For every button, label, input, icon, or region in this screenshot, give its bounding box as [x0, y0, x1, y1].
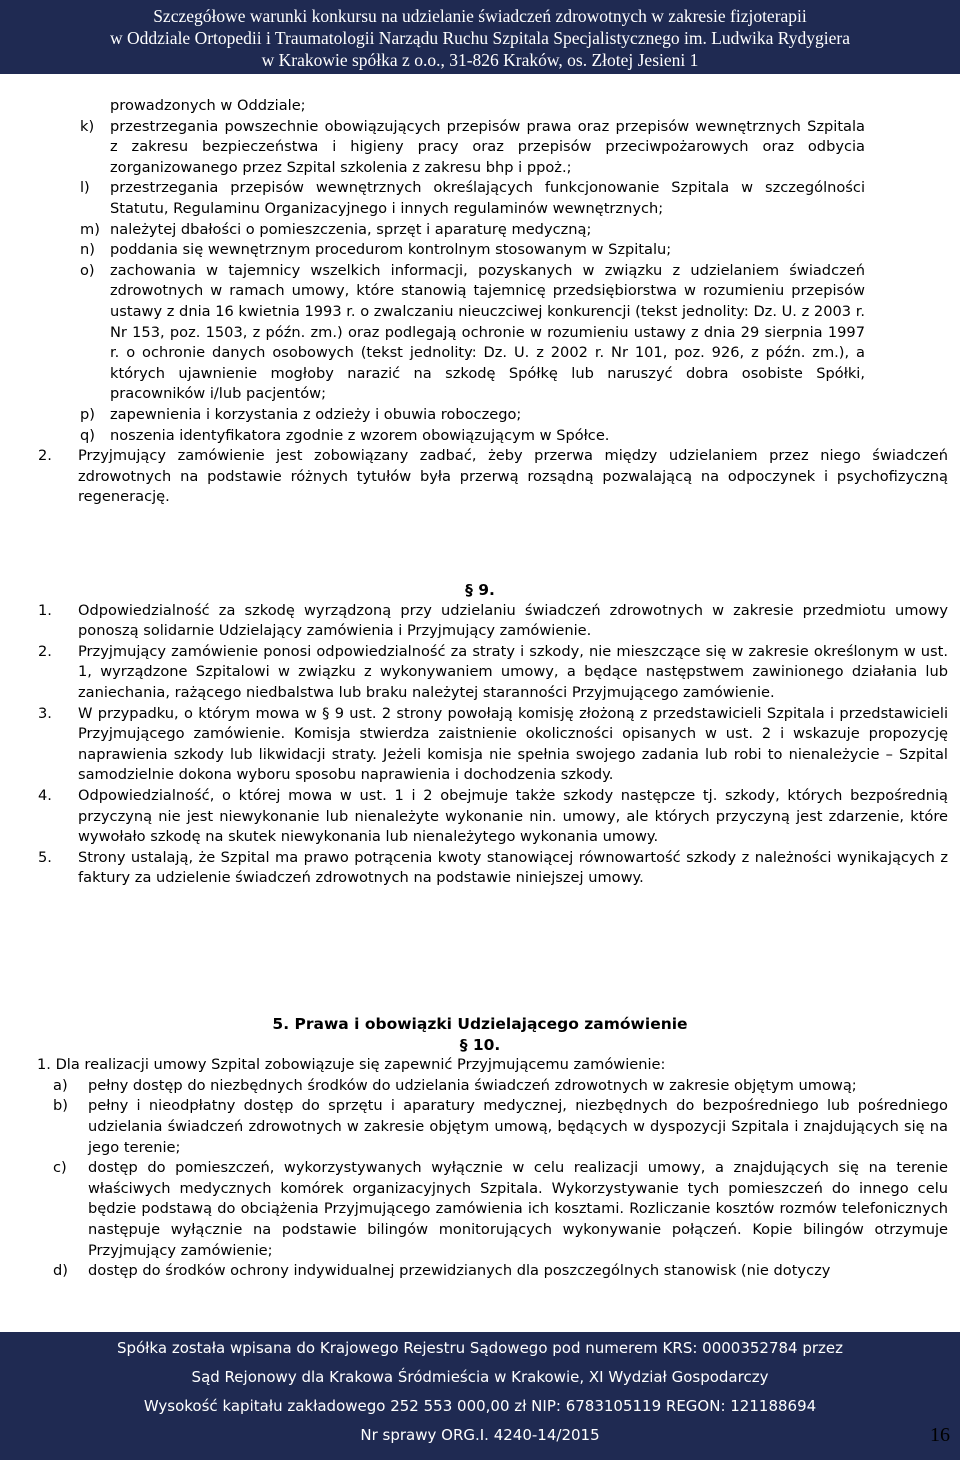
list-text: należytej dbałości o pomieszczenia, sprzęt i aparaturę medyczną; — [110, 220, 592, 238]
list-label: 2. — [38, 642, 52, 660]
list-text: przestrzegania powszechnie obowiązujących przepisów prawa oraz przepisów wewnętrznych Szpitala z zakresu bezpieczeństwa i higieny pracy oraz przepisów przeciwpożarowych oraz odbycia zorganizowanego przez Szpital szkolenia z zakresu bhp i ppoż.; — [110, 117, 865, 176]
list-text: zapewnienia i korzystania z odzieży i obuwia roboczego; — [110, 405, 522, 423]
list-label: d) — [53, 1262, 68, 1280]
header-line-3: w Krakowie spółka z o.o., 31-826 Kraków, os. Złotej Jesieni 1 — [261, 50, 699, 70]
list-label: c) — [53, 1159, 67, 1177]
list-text: dostęp do pomieszczeń, wykorzystywanych wyłącznie w celu realizacji umowy, a znajdujących się na terenie właściwych medycznych komórek organizacyjnych Szpitala. Wykorzystywanie tych pomieszczeń do innego celu będzie podstawą do obciążenia Przyjmującego zamówienia ich kosztami. Rozliczanie kosztów rozmów telefonicznych następuje wyłącznie na podstawie bilingów monitorujących wykonywanie połączeń. Kopie bilingów otrzymuje Przyjmujący zamówienie; — [88, 1159, 948, 1259]
list-label: q) — [80, 426, 95, 444]
footer-line-2: Sąd Rejonowy dla Krakowa Śródmieścia w Krakowie, XI Wydział Gospodarczy — [191, 1368, 769, 1386]
section-9-item-1 — [38, 601, 948, 642]
continued-intro: prowadzonych w Oddziale; — [110, 97, 306, 114]
list-label: 2. — [38, 447, 52, 465]
header-line-1: Szczegółowe warunki konkursu na udzielanie świadczeń zdrowotnych w zakresie fizjoterapii — [153, 6, 807, 26]
list-label: 3. — [38, 704, 52, 722]
section-9-item-5 — [38, 848, 948, 889]
list-text: Przyjmujący zamówienie ponosi odpowiedzialność za straty i szkody, nie mieszczące się w zakresie określonym w ust. 1, wyrządzone Szpitalowi w związku z wykonywaniem umowy, a będące następstwem zawinionego działania lub zaniechania, rażącego niedbalstwa lub braku należytej staranności Przyjmującego zamówienie. — [78, 642, 948, 701]
list-text: przestrzegania przepisów wewnętrznych określających funkcjonowanie Szpitala w szczególności Statutu, Regulaminu Organizacyjnego i innych regulaminów wewnętrznych; — [110, 179, 865, 217]
section-5-item-a — [53, 1076, 948, 1097]
list-label: a) — [53, 1076, 68, 1094]
list-label: l) — [80, 179, 90, 197]
list-item-o — [80, 261, 865, 405]
list-item-p — [80, 405, 865, 426]
section-5 — [0, 1014, 960, 1282]
section-9-item-3 — [38, 704, 948, 786]
list-text: Odpowiedzialność za szkodę wyrządzoną przy udzielaniu świadczeń zdrowotnych w zakresie przedmiotu umowy ponoszą solidarnie Udzielający zamówienia i Przyjmujący zamówienie. — [78, 601, 948, 640]
footer-line-3: Wysokość kapitału zakładowego 252 553 000,00 zł NIP: 6783105119 REGON: 121188694 — [143, 1397, 817, 1415]
list-text: pełny dostęp do niezbędnych środków do udzielania świadczeń zdrowotnych w zakresie objętym umową; — [88, 1076, 857, 1094]
list-text: Strony ustalają, że Szpital ma prawo potrącenia kwoty stanowiącej równowartość szkody z należności wynikających z faktury za udzielenie świadczeń zdrowotnych na podstawie niniejszej umowy. — [78, 848, 948, 887]
list-text: Odpowiedzialność, o której mowa w ust. 1 i 2 obejmuje także szkody następcze tj. szkody, których bezpośrednią przyczyną nie jest niewykonanie lub nienależyte wykonanie nin. umowy, ale których przyczyną jest zdarzenie, które wywołało szkodę na skutek niewykonania lub nienależytego wykonania umowy. — [78, 786, 948, 846]
list-label: p) — [80, 405, 95, 423]
list-item-m — [80, 220, 865, 241]
list-label: 5. — [38, 848, 52, 866]
header-line-2: w Oddziale Ortopedii i Traumatologii Narządu Ruchu Szpitala Specjalistycznego im. Ludwika Rydygiera — [110, 28, 850, 48]
point-2 — [38, 446, 948, 508]
list-item-l — [80, 178, 865, 219]
list-text: pełny i nieodpłatny dostęp do sprzętu i aparatury medycznej, niezbędnych do bezpośredniego lub pośredniego udzielania świadczeń zdrowotnych w zakresie objętym umową, będących w dyspozycji Szpitala i znajdujących się na jego terenie; — [88, 1097, 948, 1156]
section-heading: § 10. — [459, 1035, 501, 1054]
footer-line-1: Spółka została wpisana do Krajowego Rejestru Sądowego pod numerem KRS: 0000352784 przez — [116, 1339, 844, 1357]
list-text: noszenia identyfikatora zgodnie z wzorem obowiązującym w Spółce. — [110, 426, 610, 444]
list-item-n — [80, 240, 865, 261]
list-text: poddania się wewnętrznym procedurom kontrolnym stosowanym w Szpitalu; — [110, 241, 672, 259]
list-label: k) — [80, 117, 95, 135]
page-number: 16 — [930, 1424, 950, 1446]
list-label: m) — [80, 220, 100, 238]
list-label: n) — [80, 241, 95, 259]
list-item-q — [80, 426, 865, 447]
section-5-item-b — [53, 1096, 948, 1158]
list-text: zachowania w tajemnicy wszelkich informacji, pozyskanych w związku z udzielaniem świadczeń zdrowotnych w ramach umowy, które stanowią tajemnicę przedsiębiorstwa w rozumieniu przepisów ustawy z dnia 16 kwietnia 1993 r. o zwalczaniu nieuczciwej konkurencji (tekst jednolity: Dz. U. z 2003 r. Nr 153, poz. 1503, z późn. zm.) oraz podlegają ochronie w rozumieniu ustawy z dnia 29 sierpnia 1997 r. o ochronie danych osobowych (tekst jednolity: Dz. U. z 2002 r. Nr 101, poz. 926, z późn. zm.), a których ujawnienie mogłoby narazić na szkodę Spółkę lub naruszyć dobra osobiste Spółki, pracowników i/lub pacjentów; — [110, 261, 865, 403]
list-label: b) — [53, 1097, 68, 1115]
page-header — [0, 0, 960, 74]
list-item-k — [80, 117, 865, 179]
list-label: 1. — [38, 601, 52, 619]
list-text: Przyjmujący zamówienie jest zobowiązany zadbać, żeby przerwa między udzielaniem przez niego świadczeń zdrowotnych na podstawie różnych tytułów była przerwą rozsądną pozwalającą na odpoczynek i psychofizyczną regenerację. — [78, 447, 948, 506]
section-5-item-d — [53, 1261, 948, 1282]
list-label: 4. — [38, 786, 52, 804]
continued-list — [0, 96, 960, 508]
section-9 — [0, 580, 960, 889]
section-9-item-2 — [38, 642, 948, 704]
section-title: 5. Prawa i obowiązki Udzielającego zamówienie — [272, 1015, 688, 1033]
page-footer — [0, 1332, 960, 1460]
section-9-item-4 — [38, 786, 948, 848]
section-heading: § 9. — [465, 581, 495, 599]
footer-line-4: Nr sprawy ORG.I. 4240-14/2015 — [360, 1426, 600, 1444]
list-text: W przypadku, o którym mowa w § 9 ust. 2 strony powołają komisję złożoną z przedstawicieli Szpitala i przedstawicieli Przyjmującego zamówienie. Komisja stwierdza zaistnienie okoliczności opisanych w ust. 2 i wskazuje propozycję naprawienia szkody lub likwidacji straty. Jeżeli komisja nie spełnia swojego zadania lub robi to nienależycie – Szpital samodzielnie dokona wyboru sposobu naprawienia i dochodzenia szkody. — [78, 704, 948, 784]
list-text: dostęp do środków ochrony indywidualnej przewidzianych dla poszczególnych stanowisk (nie dotyczy — [88, 1262, 831, 1280]
section-5-point-1: 1. Dla realizacji umowy Szpital zobowiązuje się zapewnić Przyjmującemu zamówienie: — [37, 1056, 666, 1074]
list-label: o) — [80, 261, 95, 279]
section-5-item-c — [53, 1158, 948, 1261]
